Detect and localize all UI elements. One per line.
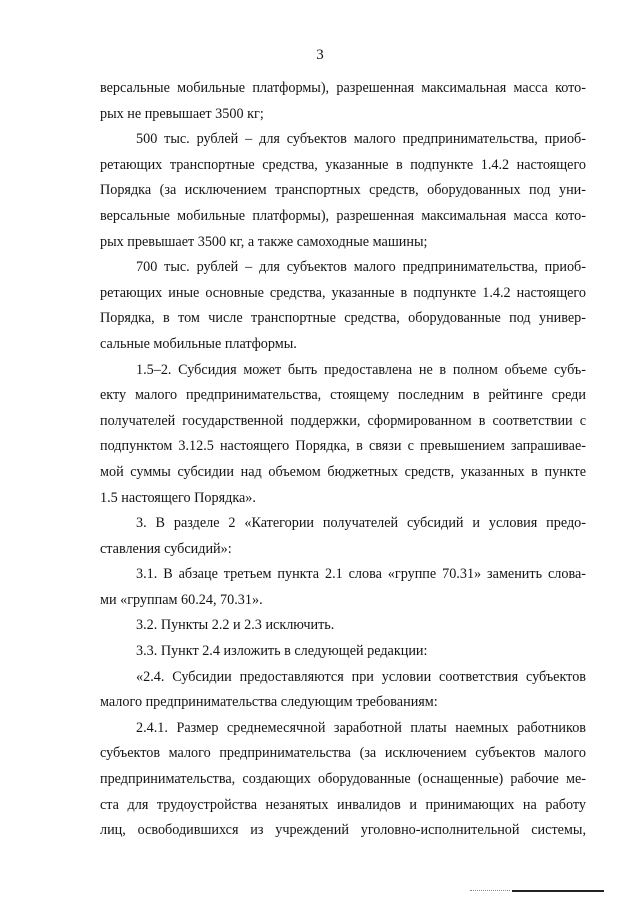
text-line: ретающих транспортные средства, указанные в подпункте 1.4.2 настоящего: [100, 156, 586, 173]
text-line: лиц, освободившихся из учреждений уголовно-исполнительной системы,: [100, 822, 586, 839]
text-line: 1.5–2. Субсидия может быть предоставлена не в полном объеме субъ-: [136, 361, 586, 378]
text-line: 3. В разделе 2 «Категории получателей субсидий и условия предо-: [136, 515, 586, 532]
text-line: ставления субсидий»:: [100, 540, 232, 557]
paragraph: [100, 358, 586, 512]
text-line: Порядка, в том числе транспортные средства, оборудованные под универ-: [100, 310, 586, 327]
paragraph: [100, 613, 586, 639]
text-line: малого предпринимательства следующим требованиям:: [100, 694, 438, 711]
text-line: 1.5 настоящего Порядка».: [100, 489, 256, 506]
paragraph: [100, 639, 586, 665]
document-body: [100, 76, 586, 844]
paragraph: [100, 562, 586, 613]
footer-rule: [512, 890, 604, 892]
text-line: «2.4. Субсидии предоставляются при условии соответствия субъектов: [136, 668, 586, 685]
paragraph: [100, 716, 586, 844]
text-line: 3.2. Пункты 2.2 и 2.3 исключить.: [136, 617, 335, 634]
text-line: ретающих иные основные средства, указанные в подпункте 1.4.2 настоящего: [100, 284, 586, 301]
text-line: получателей государственной поддержки, сформированном в соответствии с: [100, 412, 586, 429]
text-line: Порядка (за исключением транспортных средств, оборудованных под уни-: [100, 182, 586, 199]
text-line: рых превышает 3500 кг, а также самоходные машины;: [100, 233, 428, 250]
text-line: сальные мобильные платформы.: [100, 335, 297, 352]
text-line: 2.4.1. Размер среднемесячной заработной платы наемных работников: [136, 719, 586, 736]
footer-dotted-line: [470, 890, 510, 891]
text-line: версальные мобильные платформы), разрешенная максимальная масса кото-: [100, 80, 586, 96]
text-line: 3.1. В абзаце третьем пункта 2.1 слова «группе 70.31» заменить слова-: [136, 566, 586, 583]
paragraph: [100, 76, 586, 127]
paragraph: [100, 511, 586, 562]
paragraph: [100, 127, 586, 255]
page-number: 3: [316, 47, 324, 63]
paragraph: [100, 665, 586, 716]
text-line: предпринимательства, создающих оборудованные (оснащенные) рабочие ме-: [100, 771, 586, 788]
text-line: 700 тыс. рублей – для субъектов малого предпринимательства, приоб-: [136, 259, 586, 276]
text-line: подпунктом 3.12.5 настоящего Порядка, в связи с превышением запрашивае-: [100, 438, 586, 455]
text-line: ми «группам 60.24, 70.31».: [100, 591, 263, 608]
paragraph: [100, 255, 586, 357]
text-line: ста для трудоустройства незанятых инвалидов и принимающих на работу: [100, 796, 586, 813]
text-line: версальные мобильные платформы), разрешенная максимальная масса кото-: [100, 207, 586, 224]
text-line: субъектов малого предпринимательства (за исключением субъектов малого: [100, 745, 586, 762]
text-line: рых не превышает 3500 кг;: [100, 105, 264, 122]
text-line: 500 тыс. рублей – для субъектов малого предпринимательства, приоб-: [136, 131, 586, 148]
text-line: екту малого предпринимательства, стоящему последним в рейтинге среди: [100, 387, 586, 404]
text-line: мой суммы субсидии над объемом бюджетных средств, указанных в пункте: [100, 463, 586, 480]
text-line: 3.3. Пункт 2.4 изложить в следующей редакции:: [136, 643, 428, 660]
